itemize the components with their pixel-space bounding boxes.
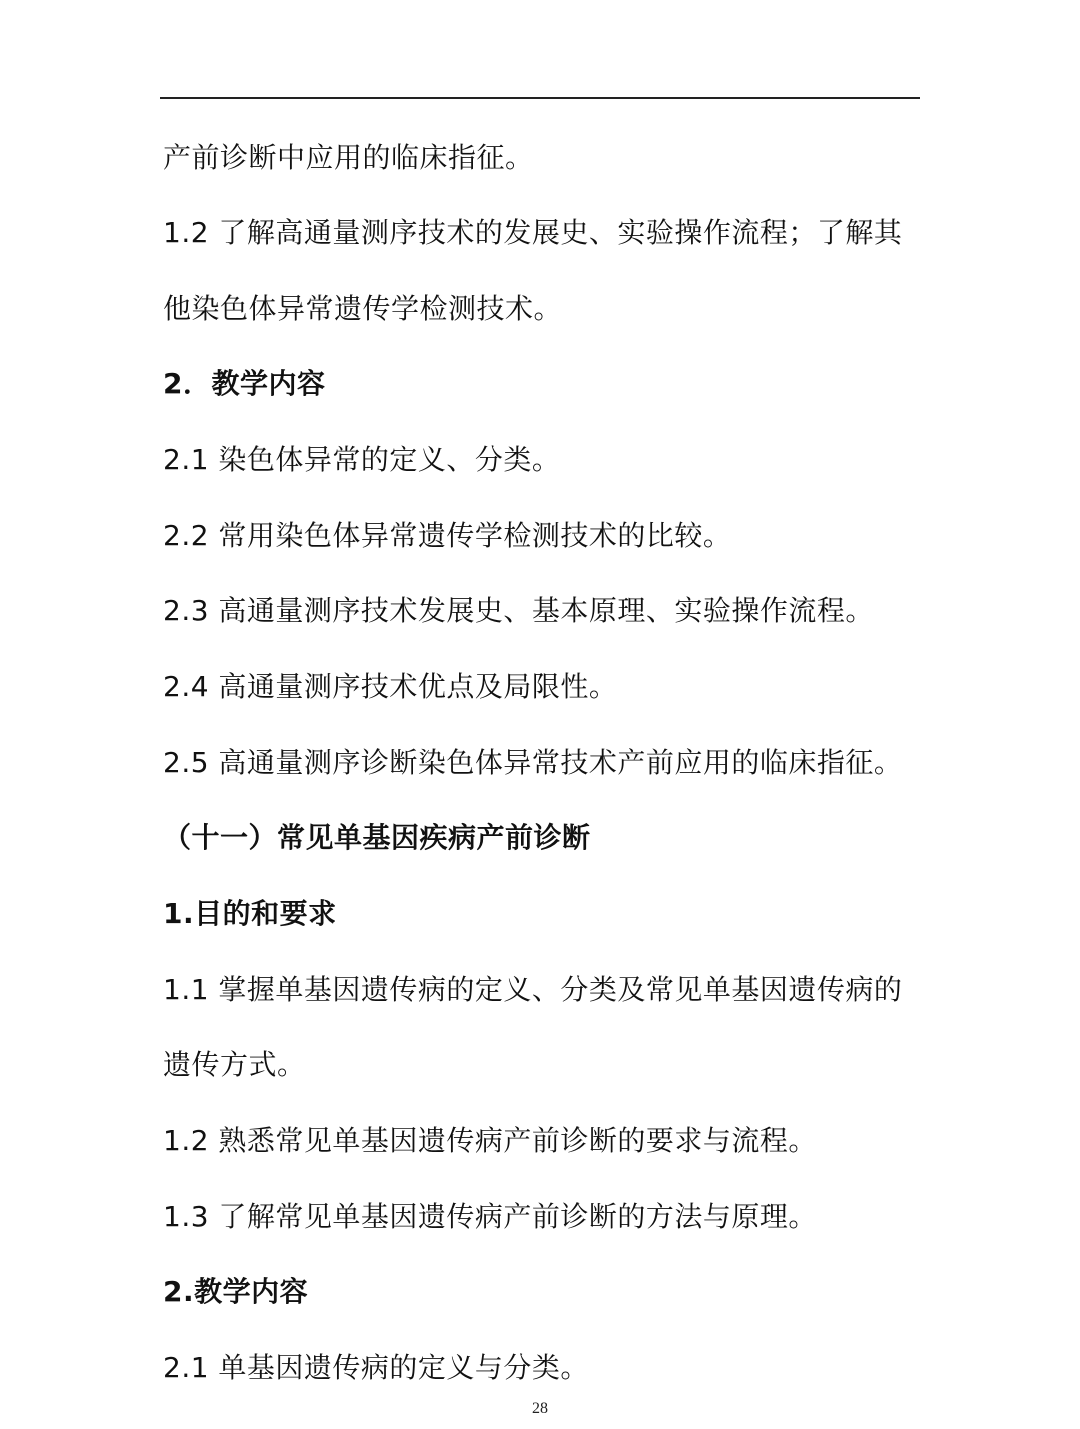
text-line: 2.3 高通量测序技术发展史、基本原理、实验操作流程。 <box>163 594 874 627</box>
chapter-heading: （十一）常见单基因疾病产前诊断 <box>163 821 591 854</box>
text-line: 2.1 单基因遗传病的定义与分类。 <box>163 1351 589 1384</box>
text-line: 2.5 高通量测序诊断染色体异常技术产前应用的临床指征。 <box>163 746 903 779</box>
text-line: 产前诊断中应用的临床指征。 <box>163 141 534 174</box>
text-line: 2.1 染色体异常的定义、分类。 <box>163 443 561 476</box>
text-line: 1.2 熟悉常见单基因遗传病产前诊断的要求与流程。 <box>163 1124 817 1157</box>
text-line: 1.1 掌握单基因遗传病的定义、分类及常见单基因遗传病的 <box>163 973 903 1006</box>
text-line: 1.3 了解常见单基因遗传病产前诊断的方法与原理。 <box>163 1200 817 1233</box>
text-line: 2.2 常用染色体异常遗传学检测技术的比较。 <box>163 519 732 552</box>
text-line: 1.2 了解高通量测序技术的发展史、实验操作流程；了解其 <box>163 216 903 249</box>
text-line: 他染色体异常遗传学检测技术。 <box>163 292 563 325</box>
section-heading: 2.教学内容 <box>163 1275 309 1308</box>
text-line: 遗传方式。 <box>163 1048 306 1081</box>
page-number: 28 <box>532 1400 548 1417</box>
text-line: 2.4 高通量测序技术优点及局限性。 <box>163 670 618 703</box>
header-rule <box>160 97 920 99</box>
section-heading: 2．教学内容 <box>163 367 326 400</box>
section-heading: 1.目的和要求 <box>163 897 337 930</box>
